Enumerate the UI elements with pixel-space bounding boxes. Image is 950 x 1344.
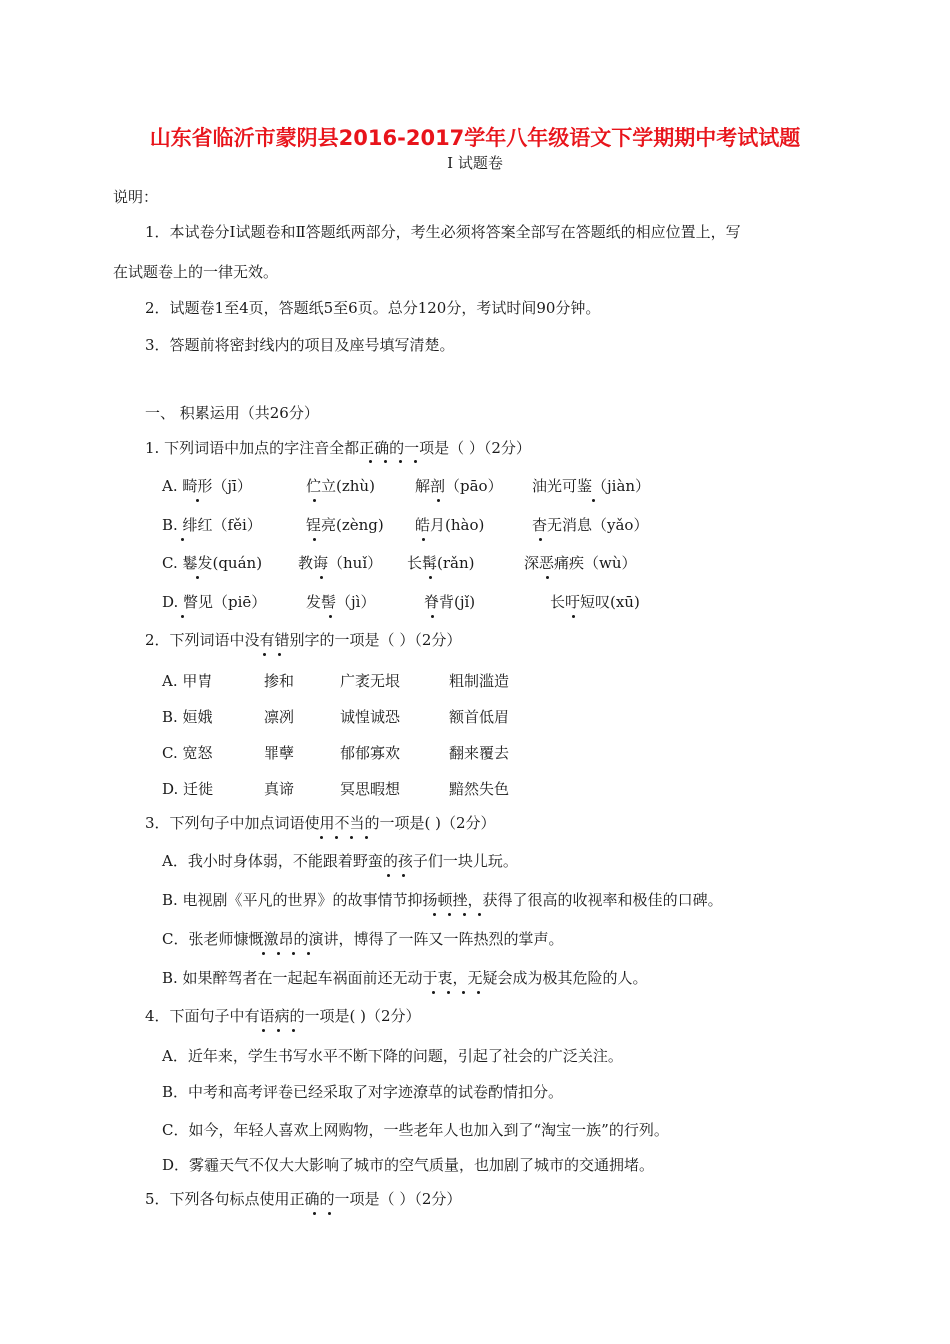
emphasis-dot [546,576,549,579]
emphasis-dot [592,499,595,502]
emphasis-dot [329,615,332,618]
emphasis-dot [431,615,434,618]
emphasis-dot [429,576,432,579]
section-heading: 一、 积累运用（共26分） [145,404,319,422]
question-stem: 2．下列词语中没有错别字的一项是（ ）（2分） [145,631,462,649]
option-text: 长吁短叹(xū) [550,593,640,611]
question-stem: 1. 下列词语中加点的字注音全都正确的一项是（ ）（2分） [145,439,531,457]
question-stem: 3．下列句子中加点词语使用不当的一项是( )（2分） [145,814,496,832]
option-text: B. 如果醉驾者在一起起车祸面前还无动于衷，无疑会成为极其危险的人。 [162,969,648,987]
question-stem: 5．下列各句标点使用正确的一项是（ ）（2分） [145,1190,462,1208]
option-text: 郁郁寡欢 [340,744,401,762]
emphasis-dot [335,836,338,839]
emphasis-dot [402,874,405,877]
emphasis-dot [313,538,316,541]
page-title: 山东省临沂市蒙阴县2016-2017学年八年级语文下学期期中考试试题 [149,126,801,150]
option-text: 解剖（pāo） [415,477,503,495]
instructions-heading: 说明： [113,188,159,206]
emphasis-dot [399,460,402,463]
option-text: 粗制滥造 [449,672,510,690]
emphasis-dot [572,615,575,618]
option-text: B．中考和高考评卷已经采取了对字迹潦草的试卷酌情扣分。 [162,1083,564,1101]
option-text: 罪孽 [264,744,295,762]
option-text: 皓月(hào) [415,516,485,534]
option-text: 凛冽 [264,708,295,726]
option-text: 真谛 [264,780,295,798]
option-text: 教诲（huǐ） [298,554,383,572]
option-text: 额首低眉 [449,708,510,726]
option-text: 黯然失色 [449,780,510,798]
option-text: 翻来覆去 [449,744,510,762]
emphasis-dot [313,1212,316,1215]
option-text: 长髯(rǎn) [407,554,475,572]
question-stem: 4．下面句子中有语病的一项是( )（2分） [145,1007,421,1025]
instruction-item: 在试题卷上的一律无效。 [113,263,279,281]
option-text: 脊背(jǐ) [424,593,476,611]
emphasis-dot [292,1029,295,1032]
option-text: 发髻（jì） [306,593,376,611]
emphasis-dot [263,653,266,656]
emphasis-dot [433,913,436,916]
emphasis-dot [277,1029,280,1032]
emphasis-dot [292,952,295,955]
emphasis-dot [369,460,372,463]
emphasis-dot [262,952,265,955]
emphasis-dot [463,913,466,916]
option-text: A．近年来，学生书写水平不断下降的问题，引起了社会的广泛关注。 [162,1047,623,1065]
emphasis-dot [196,499,199,502]
emphasis-dot [181,615,184,618]
page-subtitle: Ⅰ 试题卷 [447,154,503,172]
emphasis-dot [448,913,451,916]
emphasis-dot [196,576,199,579]
emphasis-dot [320,836,323,839]
emphasis-dot [387,874,390,877]
emphasis-dot [432,991,435,994]
option-text: C．张老师慷慨激昂的演讲，博得了一阵又一阵热烈的掌声。 [162,930,564,948]
emphasis-dot [313,499,316,502]
option-text: 油光可鉴（jiàn） [532,477,651,495]
option-text: A. 畸形（jī） [162,477,252,495]
emphasis-dot [181,538,184,541]
instruction-item: 1．本试卷分Ⅰ试题卷和Ⅱ答题纸两部分，考生必须将答案全部写在答题纸的相应位置上，写 [145,223,741,241]
option-text: A．我小时身体弱，不能跟着野蛮的孩子们一块儿玩。 [162,852,518,870]
emphasis-dot [365,836,368,839]
option-text: 锃亮(zèng) [306,516,384,534]
emphasis-dot [477,991,480,994]
option-text: 冥思暇想 [340,780,401,798]
option-text: D. 瞥见（piē） [162,593,267,611]
option-text: C. 鬈发(quán) [162,554,263,572]
option-text: D．雾霾天气不仅大大影响了城市的空气质量，也加剧了城市的交通拥堵。 [162,1156,655,1174]
emphasis-dot [414,460,417,463]
emphasis-dot [320,576,323,579]
emphasis-dot [447,991,450,994]
emphasis-dot [384,460,387,463]
emphasis-dot [478,913,481,916]
emphasis-dot [328,1212,331,1215]
option-text: A. 甲胄 [162,672,213,690]
emphasis-dot [462,991,465,994]
option-text: 伫立(zhù) [306,477,375,495]
option-text: B. 电视剧《平凡的世界》的故事情节抑扬顿挫，获得了很高的收视率和极佳的口碑。 [162,891,723,909]
emphasis-dot [422,538,425,541]
emphasis-dot [277,952,280,955]
option-text: 掺和 [264,672,295,690]
option-text: 广袤无垠 [340,672,401,690]
instruction-item: 2．试题卷1至4页，答题纸5至6页。总分120分，考试时间90分钟。 [145,299,601,317]
option-text: 深恶痛疾（wù） [524,554,637,572]
emphasis-dot [278,653,281,656]
emphasis-dot [350,836,353,839]
option-text: C. 宽怒 [162,744,213,762]
emphasis-dot [437,499,440,502]
instruction-item: 3．答题前将密封线内的项目及座号填写清楚。 [145,336,455,354]
emphasis-dot [539,538,542,541]
option-text: C．如今，年轻人喜欢上网购物，一些老年人也加入到了“淘宝一族”的行列。 [162,1121,669,1139]
option-text: 诚惶诚恐 [340,708,401,726]
emphasis-dot [262,1029,265,1032]
option-text: B. 姮娥 [162,708,213,726]
emphasis-dot [307,952,310,955]
option-text: D. 迁徙 [162,780,214,798]
option-text: 杳无消息（yǎo） [532,516,649,534]
option-text: B. 绯红（fěi） [162,516,262,534]
